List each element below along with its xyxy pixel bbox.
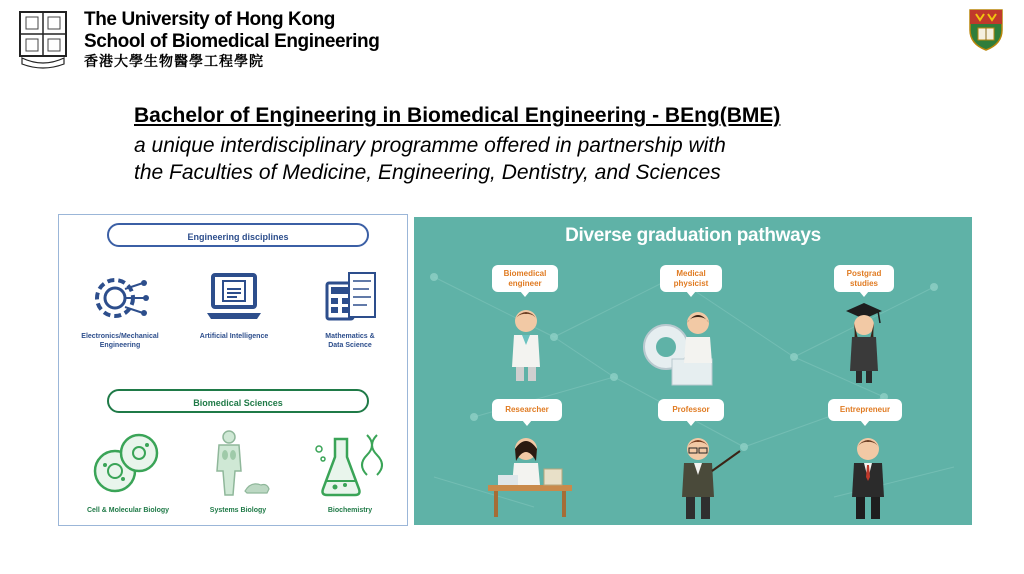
page-subtitle [134, 132, 780, 187]
hku-crest-icon [966, 6, 1006, 52]
pathway-label: Entrepreneur [839, 405, 891, 414]
pathway-label: studies [849, 278, 878, 288]
subtitle-line-1: a unique interdisciplinary programme offered in partnership with [134, 134, 726, 157]
disciplines-panel [58, 214, 408, 526]
flask-dna-icon [313, 429, 387, 501]
pathway-bubble-professor [658, 399, 724, 421]
pathway-label: Professor [672, 405, 710, 414]
biomedical-label: Biochemistry [327, 507, 373, 514]
pathway-label: engineer [508, 278, 542, 288]
pathway-label: Researcher [505, 405, 549, 414]
biomedical-label: Systems Biology [209, 507, 267, 514]
discipline-label: Engineering [99, 341, 141, 349]
discipline-label: Mathematics & [325, 333, 375, 340]
pathway-label: Biomedical [503, 269, 547, 278]
discipline-label: Artificial Intelligence [199, 333, 269, 340]
cells-icon [91, 429, 165, 501]
biomedical-cell-biology [73, 429, 183, 516]
graduation-pathways-panel [414, 217, 972, 525]
gear-circuit-icon [91, 269, 149, 327]
biomedical-systems-biology [183, 429, 293, 516]
pathway-label: Postgrad [846, 269, 882, 278]
pathway-label: Medical [676, 269, 706, 278]
pathway-bubble-entrepreneur [828, 399, 902, 421]
hku-logo [18, 10, 68, 70]
biomedical-label: Cell & Molecular Biology [86, 507, 170, 514]
medical-physicist-figure [642, 307, 738, 387]
pathway-bubble-medical-physicist [660, 265, 722, 292]
subtitle-line-2: the Faculties of Medicine, Engineering, Dentistry, and Sciences [134, 161, 721, 185]
school-name: School of Biomedical Engineering [84, 31, 380, 52]
discipline-label: Electronics/Mechanical [81, 333, 159, 340]
researcher-figure [486, 435, 576, 519]
discipline-ai [179, 269, 289, 342]
postgrad-figure [842, 301, 886, 385]
human-body-icon [201, 429, 275, 501]
pathway-bubble-biomedical-engineer [492, 265, 558, 292]
pathways-title: Diverse graduation pathways [565, 225, 821, 246]
pathway-label: physicist [673, 278, 709, 288]
engineering-disciplines-heading: Engineering disciplines [107, 223, 369, 247]
pathway-bubble-researcher [492, 399, 562, 421]
laptop-code-icon [205, 269, 263, 327]
biomedical-biochemistry [295, 429, 405, 516]
university-name-block [84, 10, 379, 69]
page-title: Bachelor of Engineering in Biomedical Engineering - BEng(BME) [134, 104, 781, 127]
title-block [134, 104, 780, 187]
discipline-electronics [65, 269, 175, 351]
pathway-bubble-postgrad-studies [834, 265, 894, 292]
biomedical-sciences-heading: Biomedical Sciences [107, 389, 369, 413]
discipline-math [295, 269, 405, 351]
professor-figure [674, 435, 744, 521]
university-name: The University of Hong Kong [84, 9, 335, 30]
school-name-chinese: 香港大學生物醫學工程學院 [84, 54, 264, 70]
discipline-label: Data Science [328, 341, 372, 349]
entrepreneur-figure [848, 435, 888, 521]
biomedical-engineer-figure [506, 305, 546, 383]
calculator-formula-icon [321, 269, 379, 327]
